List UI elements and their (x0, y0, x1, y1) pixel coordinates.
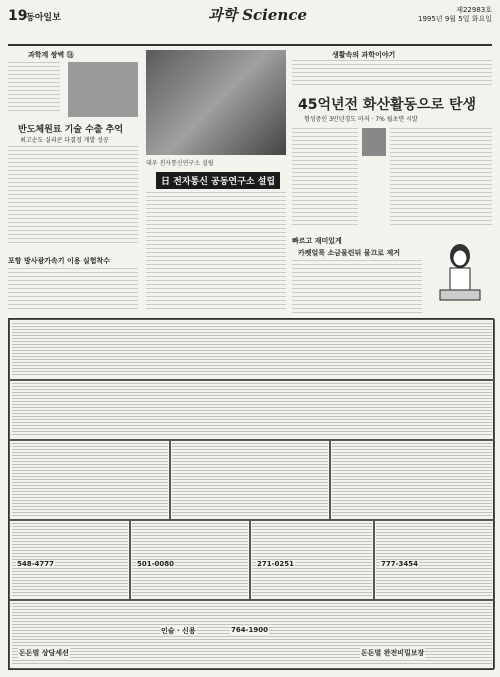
page-number: 19 (8, 8, 28, 24)
footer-left-ad: 돈돈벌 상담세션 (19, 649, 69, 657)
phone-ad-e: 777-3454 (381, 560, 418, 568)
paper-name: 동아일보 (26, 13, 61, 23)
phone-ad-c: 271-0251 (257, 560, 294, 568)
issue-number: 제22983호 (456, 6, 492, 14)
center-article (146, 50, 286, 314)
issue-info (418, 6, 492, 24)
phone-ad-a: 548-4777 (17, 560, 54, 568)
ad-row-2 (9, 379, 495, 441)
ad-block-1 (9, 439, 171, 521)
ad-row-1 (9, 319, 495, 381)
author-photo (362, 128, 386, 156)
issue-date: 1995년 9월 5일 화요일 (418, 15, 492, 23)
masthead (8, 4, 492, 46)
right-body-2 (390, 128, 492, 228)
ad-footer-row (9, 599, 495, 669)
right-bottom-series: 빠르고 재미있게 (292, 237, 342, 245)
phone-ad-b: 501-0080 (137, 560, 174, 568)
center-body (146, 192, 286, 312)
right-bottom-body (292, 260, 422, 314)
right-bottom-headline: 카펫얼룩 소금물린뒤 물끄로 제거 (298, 249, 400, 257)
ad-block-2 (169, 439, 331, 521)
right-top-article (292, 50, 492, 230)
lower-left-body (8, 268, 138, 312)
right-intro-text (292, 60, 492, 88)
left-subhead: 최고순도 실리콘 다결정 개발 성공 (20, 137, 109, 144)
section-title: 과학 Science (208, 6, 307, 24)
lower-left-article (8, 256, 140, 314)
phone-ad-d: 764-1900 (231, 626, 268, 634)
center-banner: 日 전자통신 공동연구소 설립 (156, 172, 280, 189)
right-subhead: 형성중인 3만년경도 마저 · 7% 월초면 시발 (304, 116, 418, 123)
footer-right-ad: 돈돈벌 완전비밀보장 (361, 649, 425, 657)
right-bottom-article (292, 236, 492, 314)
left-article (8, 50, 140, 250)
lower-left-headline: 포항 방사광가속기 이용 실험착수 (8, 257, 110, 265)
right-headline: 45억년전 화산활동으로 탄생 (298, 97, 476, 113)
left-article-text (8, 62, 60, 112)
left-article-body (8, 146, 138, 246)
footer-mid-ad: 인술 · 신용 (161, 627, 196, 635)
city-photo (146, 50, 286, 155)
ad-block-6 (249, 519, 375, 601)
classified-ads (8, 318, 494, 670)
ad-block-7 (373, 519, 495, 601)
right-series-label: 생활속의 과학이야기 (332, 51, 396, 59)
ad-block-3 (329, 439, 495, 521)
woman-illustration (432, 242, 488, 310)
photo-caption: 대우 전자통신연구소 설립 (146, 160, 214, 167)
left-headline: 반도체원료 기술 수출 추억 (18, 125, 124, 135)
right-body-1 (292, 128, 358, 228)
portrait-photo (68, 62, 138, 117)
ad-block-4 (9, 519, 131, 601)
left-series-label: 과학계 쌍벽 ⑬ (28, 51, 74, 59)
ad-block-5 (129, 519, 251, 601)
